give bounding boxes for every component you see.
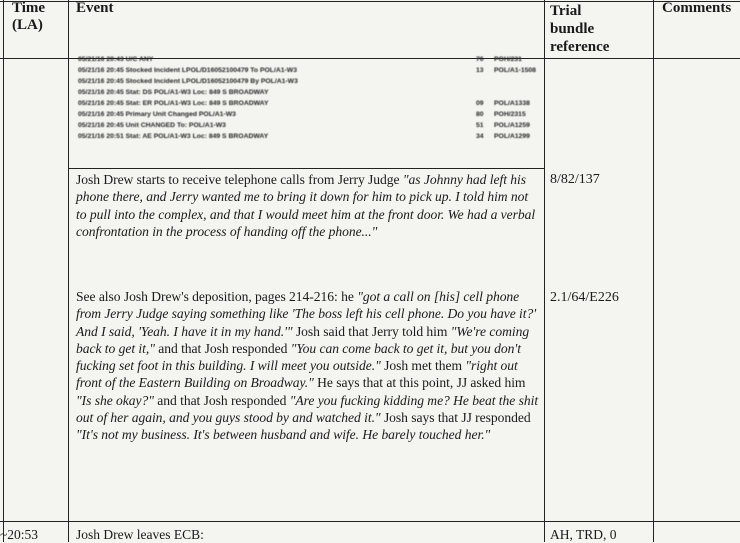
log-row bbox=[78, 76, 540, 87]
event-josh-receives-calls bbox=[76, 171, 540, 240]
log-row-text: 05/21/16 20:45 Unit CHANGED To: POL/A1-W3 bbox=[78, 122, 226, 129]
log-row-text: 05/21/16 20:45 Stat: ER POL/A1-W3 Loc: 849 S BROADWAY bbox=[78, 100, 269, 107]
event-text: Josh says that JJ responded bbox=[380, 410, 531, 426]
event-quote: "We're coming back to get it," bbox=[76, 323, 530, 356]
log-row-code: 51 bbox=[476, 122, 484, 129]
header-event: Event bbox=[76, 0, 114, 16]
log-row bbox=[78, 54, 540, 65]
log-row-code: 09 bbox=[476, 100, 484, 107]
log-row-code: 13 bbox=[476, 67, 484, 74]
log-row-ref: POH/2315 bbox=[494, 111, 526, 118]
log-row-text: 05/21/16 20:45 Stat: DS POL/A1-W3 Loc: 849 S BROADWAY bbox=[78, 89, 269, 96]
next-row-event: Josh Drew leaves ECB: bbox=[76, 527, 204, 542]
event-quote: "You can come back to get it, but you don't fucking set foot in this building. I will meet you outside." bbox=[76, 340, 521, 374]
event-text-normal: Josh Drew starts to receive telephone calls from Jerry Judge bbox=[76, 172, 403, 187]
next-row-time: ~20:53 bbox=[0, 527, 39, 542]
log-row bbox=[78, 131, 540, 142]
header-time: Time (LA) bbox=[12, 0, 46, 33]
event-text: He says that at this point, JJ asked him bbox=[313, 375, 526, 391]
log-row bbox=[78, 109, 540, 120]
log-row bbox=[78, 98, 540, 109]
pasted-log-excerpt bbox=[78, 54, 540, 170]
event-text: Josh said that Jerry told him bbox=[292, 323, 451, 339]
event-quote: "right out front of the Eastern Building on Broadway." bbox=[76, 358, 518, 391]
log-row bbox=[78, 65, 540, 76]
log-row-ref: POL/A1-1508 bbox=[494, 67, 536, 74]
event-text: and that Josh responded bbox=[153, 392, 290, 408]
column-divider bbox=[3, 0, 4, 542]
log-row-code: 34 bbox=[476, 133, 484, 140]
header-comments: Comments bbox=[662, 0, 732, 16]
event-josh-deposition bbox=[76, 288, 540, 444]
event-text: See also Josh Drew's deposition, pages 214-216: he bbox=[76, 289, 358, 304]
log-row-ref: POL/A1259 bbox=[494, 122, 530, 129]
row-divider bbox=[0, 521, 740, 522]
trial-ref-row2: 2.1/64/E226 bbox=[550, 290, 619, 305]
log-row-ref: POL/A1299 bbox=[494, 133, 530, 140]
log-row-code: 80 bbox=[476, 111, 484, 118]
trial-ref-row1: 8/82/137 bbox=[550, 172, 600, 187]
event-quote: "It's not my business. It's between husband and wife. He barely touched her." bbox=[76, 427, 491, 443]
column-divider bbox=[544, 0, 545, 542]
next-row-ref: AH, TRD, 0 bbox=[550, 527, 617, 542]
log-row-text: 05/21/16 20:45 Primary Unit Changed POL/A1-W3 bbox=[78, 111, 236, 118]
event-quote: "as Johnny had left his phone there, and Jerry wanted me to bring it down for him to pick up. I told him not to pull into the complex, and that I would meet him at the front door. We had a verbal confrontation in the process of handing off the phone..." bbox=[76, 172, 536, 239]
column-divider bbox=[68, 0, 69, 542]
log-row-text: 05/21/16 20:51 Stat: AE POL/A1-W3 Loc: 849 S BROADWAY bbox=[78, 133, 269, 140]
event-quote: "Is she okay?" bbox=[76, 392, 154, 408]
log-row-ref: POL/A1338 bbox=[494, 100, 530, 107]
log-row-code: 76 bbox=[476, 56, 484, 63]
event-text: and that Josh responded bbox=[154, 340, 291, 356]
event-text: Josh met them bbox=[380, 358, 466, 374]
column-divider bbox=[653, 0, 654, 542]
header-trial-bundle-reference: Trial bundle reference bbox=[550, 3, 610, 55]
event-quote: "got a call on [his] cell phone from Jerry Judge saying something like 'The boss left his cell phone. Do you have it?' And I said, 'Yeah. I have it in my hand.'" bbox=[76, 289, 537, 339]
log-row-text: 05/21/16 20:45 Stocked Incident LPOL/D16052100479 To POL/A1-W3 bbox=[78, 67, 297, 74]
event-quote: "Are you fucking kidding me? He beat the shit out of her again, and you guys stood by and watched it." bbox=[76, 392, 539, 426]
log-row bbox=[78, 120, 540, 131]
log-row-text: 05/21/16 20:43 U/C ANY bbox=[78, 56, 154, 63]
log-row bbox=[78, 87, 540, 98]
log-row-ref: POH/231 bbox=[494, 56, 522, 63]
log-row-text: 05/21/16 20:45 Stocked Incident LPOL/D16052100479 By POL/A1-W3 bbox=[78, 78, 298, 85]
